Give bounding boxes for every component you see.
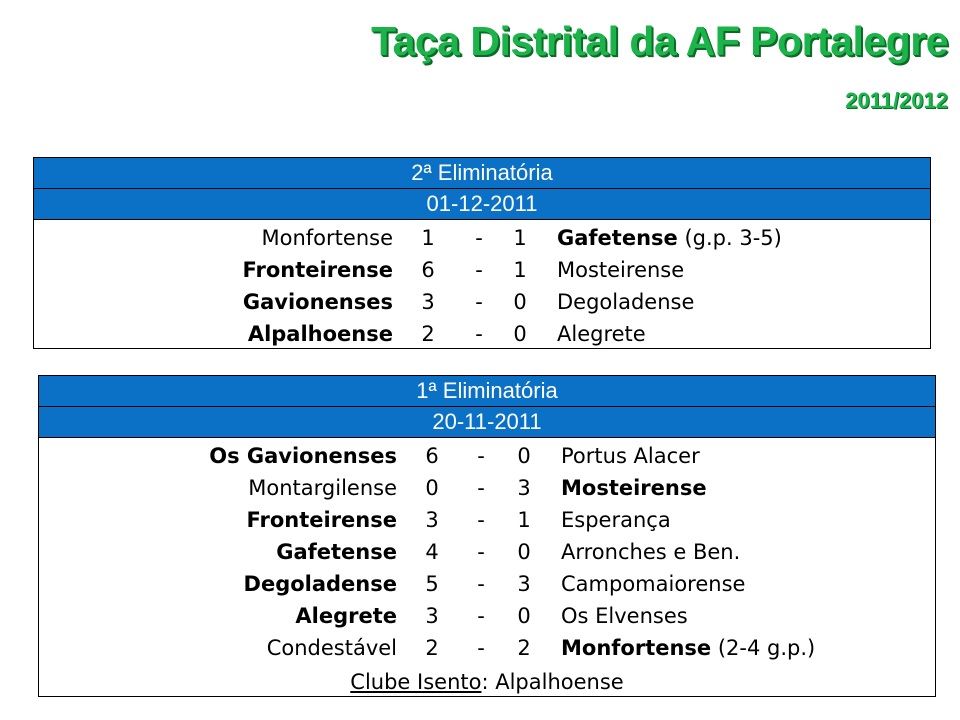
home-score: 0	[425, 476, 439, 500]
match-list	[39, 438, 935, 664]
away-team-cell	[557, 222, 782, 254]
home-score: 5	[425, 572, 439, 596]
home-team: Gavionenses	[242, 290, 393, 314]
exempt-club: Clube Isento: Alpalhoense	[350, 670, 624, 694]
round-name-header: 2ª Eliminatória	[34, 158, 930, 189]
home-score: 3	[421, 290, 435, 314]
score-separator: -	[477, 604, 485, 628]
home-score: 1	[421, 226, 435, 250]
home-team: Alegrete	[295, 604, 397, 628]
away-team-cell	[561, 472, 707, 504]
score-separator: -	[477, 636, 485, 660]
away-team-cell	[561, 536, 740, 568]
away-score: 2	[517, 636, 531, 660]
score-separator: -	[475, 322, 483, 346]
away-score: 3	[517, 572, 531, 596]
match-row	[34, 318, 930, 350]
match-row	[39, 632, 935, 664]
away-team-cell	[557, 286, 694, 318]
home-team: Montargilense	[248, 476, 397, 500]
away-score: 0	[517, 540, 531, 564]
home-team: Os Gavionenses	[209, 444, 397, 468]
away-score: 3	[517, 476, 531, 500]
away-team: Os Elvenses	[561, 604, 688, 628]
home-score: 6	[425, 444, 439, 468]
away-score: 0	[517, 604, 531, 628]
home-team: Degoladense	[243, 572, 397, 596]
score-separator: -	[475, 226, 483, 250]
score-separator: -	[477, 444, 485, 468]
away-score: 1	[517, 508, 531, 532]
away-team: Degoladense	[557, 290, 695, 314]
away-team-cell	[561, 600, 688, 632]
match-row	[34, 286, 930, 318]
home-score: 3	[425, 508, 439, 532]
match-row	[39, 440, 935, 472]
away-team-cell	[557, 318, 646, 350]
round-2-table	[33, 157, 931, 349]
score-separator: -	[475, 290, 483, 314]
away-team-cell	[557, 254, 684, 286]
page-title: Taça Distrital da AF Portalegre	[371, 18, 948, 64]
score-separator: -	[475, 258, 483, 282]
away-score: 0	[513, 290, 527, 314]
exempt-team: Alpalhoense	[495, 670, 624, 694]
round-date-header: 20-11-2011	[39, 407, 935, 438]
home-team: Monfortense	[261, 226, 393, 250]
away-score: 0	[513, 322, 527, 346]
round-name-header: 1ª Eliminatória	[39, 376, 935, 407]
home-team: Alpalhoense	[247, 322, 393, 346]
away-team: Portus Alacer	[561, 444, 700, 468]
home-team: Fronteirense	[242, 258, 393, 282]
match-row	[39, 600, 935, 632]
match-row	[39, 472, 935, 504]
away-team: Mosteirense	[557, 258, 685, 282]
away-team: Gafetense	[557, 226, 678, 250]
score-separator: -	[477, 508, 485, 532]
away-score: 0	[517, 444, 531, 468]
penalty-note: (2-4 g.p.)	[717, 636, 816, 660]
away-team: Monfortense	[561, 636, 712, 660]
penalty-note: (g.p. 3-5)	[684, 226, 782, 250]
away-score: 1	[513, 226, 527, 250]
round-date-header: 01-12-2011	[34, 189, 930, 220]
match-row	[34, 254, 930, 286]
match-list	[34, 220, 930, 350]
season-label: 2011/2012	[845, 88, 948, 113]
home-team: Fronteirense	[246, 508, 397, 532]
match-row	[39, 536, 935, 568]
away-team: Campomaiorense	[561, 572, 746, 596]
away-team-cell	[561, 632, 815, 664]
away-team: Alegrete	[557, 322, 646, 346]
score-separator: -	[477, 476, 485, 500]
round-1-table	[38, 375, 936, 697]
away-team-cell	[561, 504, 671, 536]
score-separator: -	[477, 572, 485, 596]
home-score: 6	[421, 258, 435, 282]
away-team-cell	[561, 568, 745, 600]
away-team: Esperança	[561, 508, 671, 532]
match-row	[39, 504, 935, 536]
home-score: 2	[425, 636, 439, 660]
match-row	[39, 568, 935, 600]
away-score: 1	[513, 258, 527, 282]
exempt-label: Clube Isento	[350, 670, 482, 694]
home-score: 3	[425, 604, 439, 628]
away-team: Mosteirense	[561, 476, 707, 500]
home-team: Condestável	[266, 636, 397, 660]
score-separator: -	[477, 540, 485, 564]
match-row	[34, 222, 930, 254]
home-score: 2	[421, 322, 435, 346]
home-team: Gafetense	[276, 540, 397, 564]
away-team: Arronches e Ben.	[561, 540, 741, 564]
home-score: 4	[425, 540, 439, 564]
away-team-cell	[561, 440, 700, 472]
